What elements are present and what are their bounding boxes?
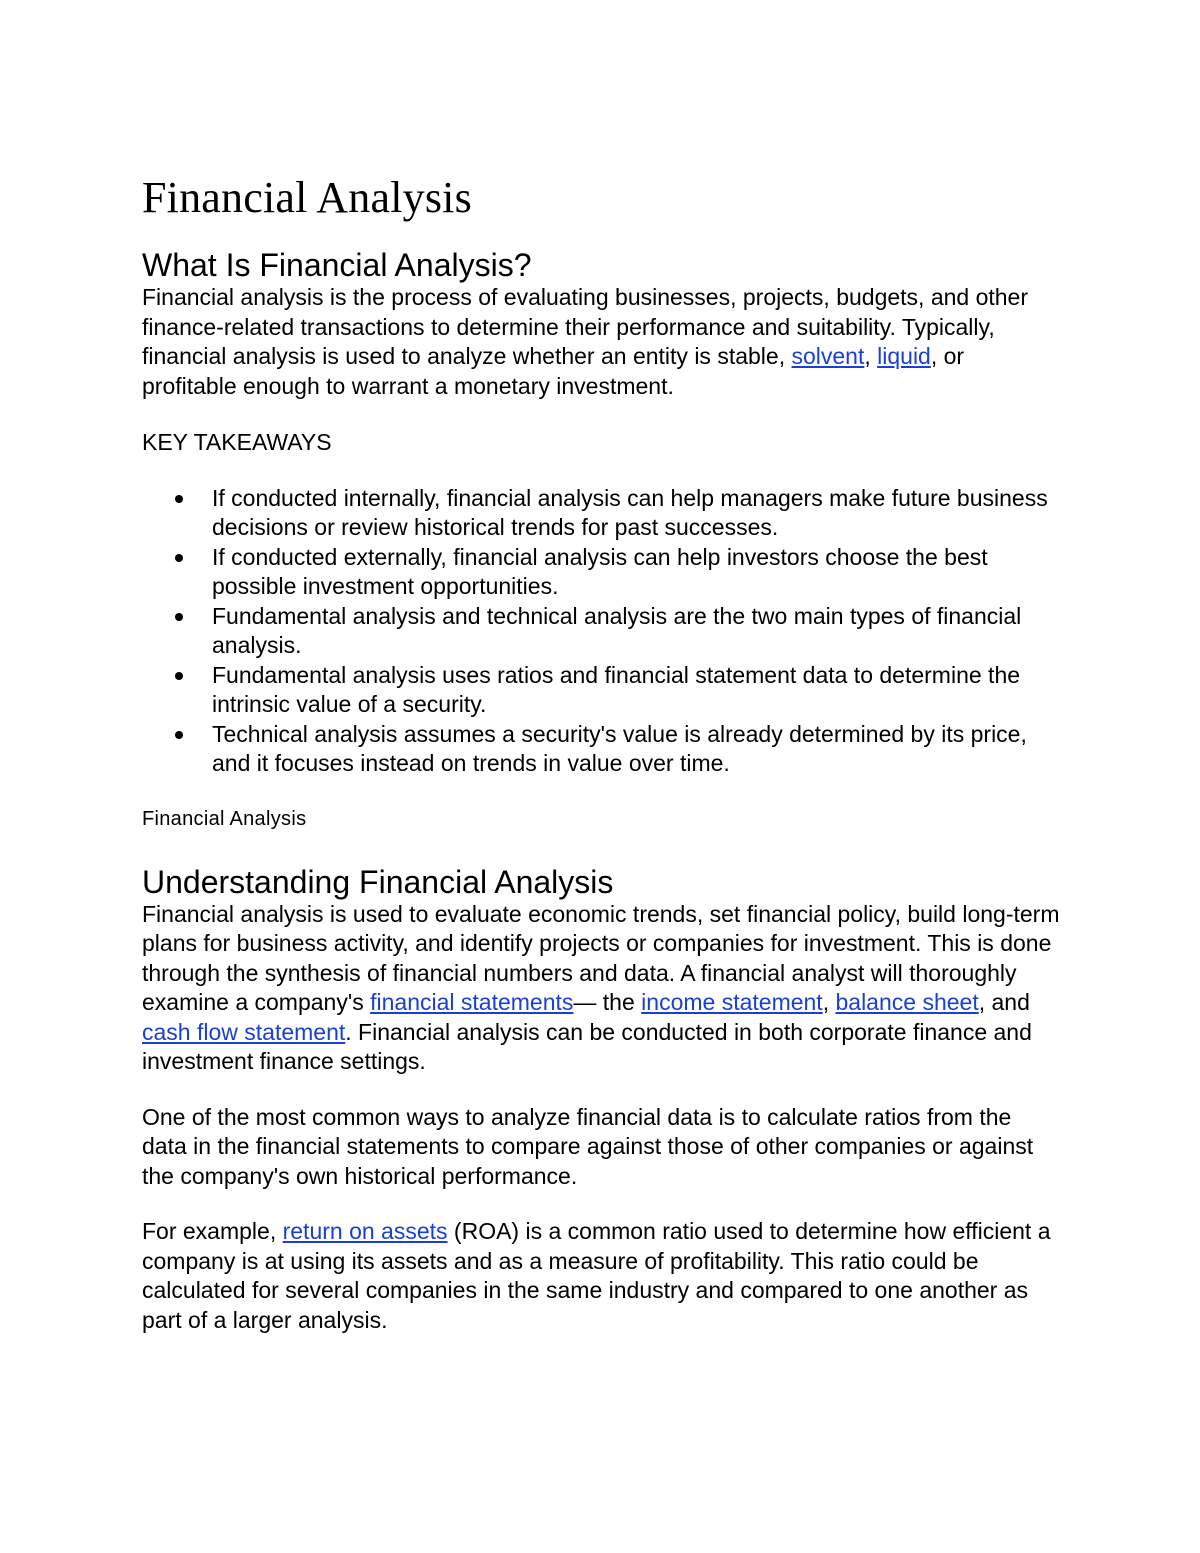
link-financial-statements[interactable]: financial statements	[370, 989, 574, 1015]
list-item	[142, 484, 1062, 543]
bullet-icon	[175, 495, 183, 503]
section2-p3-text-b: (ROA) is a common ratio used to determine how efficient a company is at using its assets and as a measure of profitability. This ratio could be calculated for several companies in the same industry and compared to one another as part of a larger analysis.	[142, 1218, 1051, 1333]
section2-text-c: ,	[822, 989, 836, 1015]
list-item	[142, 661, 1062, 720]
document-content	[142, 170, 1062, 1335]
bullet-icon	[175, 613, 183, 621]
link-return-on-assets[interactable]: return on assets	[282, 1218, 448, 1244]
spacer	[142, 1077, 1062, 1103]
section2-text-b: — the	[573, 989, 642, 1015]
list-item	[142, 543, 1062, 602]
section1-text-b: , or profitable enough to warrant a monetary investment.	[142, 343, 965, 399]
section2-text-d: , and	[978, 989, 1030, 1015]
document-title: Financial Analysis	[142, 173, 472, 222]
bullet-icon	[175, 672, 183, 680]
list-item	[142, 720, 1062, 779]
bullet-icon	[175, 731, 183, 739]
section2-text-a: Financial analysis is used to evaluate economic trends, set financial policy, build long-term plans for business activity, and identify projects or companies for investment. This is done through the synthesis of financial numbers and data. A financial analyst will thoroughly examine a company's	[142, 900, 1060, 1015]
list-item-text: If conducted externally, financial analysis can help investors choose the best possible investment opportunities.	[212, 543, 988, 599]
key-takeaways-label: KEY TAKEAWAYS	[142, 429, 332, 455]
section-heading-understanding: Understanding Financial Analysis	[142, 863, 614, 900]
link-cash-flow-statement[interactable]: cash flow statement	[142, 1018, 346, 1045]
list-item	[142, 602, 1062, 661]
bullet-icon	[175, 554, 183, 562]
link-solvent[interactable]: solvent	[791, 343, 865, 369]
spacer	[142, 779, 1062, 806]
list-item-text: Fundamental analysis and technical analysis are the two main types of financial analysis.	[212, 602, 1022, 658]
list-item-text: Technical analysis assumes a security's value is already determined by its price, and it focuses instead on trends in value over time.	[212, 720, 1027, 776]
section1-sep: ,	[864, 343, 878, 369]
section2-p3-text-a: For example,	[142, 1218, 283, 1244]
spacer	[142, 401, 1062, 428]
section1-paragraph	[142, 283, 1062, 401]
link-liquid[interactable]: liquid	[877, 343, 931, 369]
section2-text-e: . Financial analysis can be conducted in both corporate finance and investment finance settings.	[142, 1018, 1032, 1074]
section2-paragraph-1	[142, 900, 1062, 1077]
list-item-text: If conducted internally, financial analysis can help managers make future business decisions or review historical trends for past successes.	[212, 484, 1048, 540]
section1-text-a: Financial analysis is the process of evaluating businesses, projects, budgets, and other finance-related transactions to determine their performance and suitability. Typically, financial analysis is used to analyze whether an entity is stable,	[142, 284, 1029, 369]
link-income-statement[interactable]: income statement	[641, 989, 823, 1015]
link-balance-sheet[interactable]: balance sheet	[835, 989, 979, 1015]
list-item-text: Fundamental analysis uses ratios and financial statement data to determine the intrinsic value of a security.	[212, 661, 1021, 717]
section2-paragraph-3	[142, 1217, 1062, 1335]
key-takeaways-list	[142, 484, 1062, 779]
section-heading-what-is: What Is Financial Analysis?	[142, 247, 532, 283]
image-caption: Financial Analysis	[142, 807, 307, 830]
section2-paragraph-2: One of the most common ways to analyze financial data is to calculate ratios from the data in the financial statements to compare against those of other companies or against the company's own historical performance.	[142, 1103, 1034, 1189]
spacer	[142, 1191, 1062, 1217]
